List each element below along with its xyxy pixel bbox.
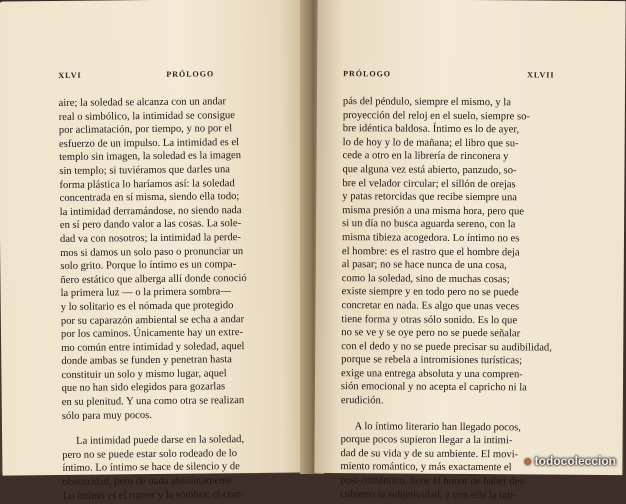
text-line: tiene forma y otras sólo sonido. Es lo que <box>341 313 518 326</box>
watermark <box>524 454 616 468</box>
text-line: exige una entrega absoluta y una compren- <box>341 367 523 381</box>
text-line: porque se rebela a intromisiones turísticas; <box>341 354 523 367</box>
text-line: lo de hoy y lo de mañana; el libro que su- <box>342 136 519 150</box>
text-line: al pasar; no se hace nunca de una cosa, <box>341 259 507 272</box>
right-page <box>314 0 625 501</box>
text-line: sólo para muy pocos. <box>61 409 152 422</box>
text-line: concretar en nada. Es algo que unas veces <box>341 300 520 313</box>
text-line: constituir un solo y mismo lugar, aquel <box>61 368 227 381</box>
text-line: bre idéntica baldosa. Íntimo es lo de ayer, <box>342 123 520 136</box>
text-line: y lo solitario es el nómada que protegido <box>60 300 234 313</box>
watermark-brand: todocoleccion <box>534 454 616 468</box>
right-body-text <box>340 95 569 503</box>
left-page-number: XLVI <box>58 70 82 80</box>
text-line: forma plástica lo haríamos así: la soledad <box>59 177 235 191</box>
text-line: esfuerzo de un impulso. La intimidad es el <box>58 136 240 150</box>
text-line: mo común entre intimidad y soledad, aquel <box>61 340 245 354</box>
text-line: pás del péndulo, siempre el mismo, y la <box>342 96 511 109</box>
text-line: misma presión a una misma hora, pero que <box>342 204 525 218</box>
text-line: la intimidad derramándose, no siendo nada <box>59 204 242 218</box>
text-line: proyección del reloj en el suelo, siempre so- <box>342 109 530 123</box>
left-paragraph-2 <box>62 433 285 503</box>
text-line: La intimidad puede darse en la soledad, <box>76 434 245 448</box>
text-line: y patas retorcidas que recibe siempre una <box>342 191 518 204</box>
text-line: ñero estático que alberga allí donde conoció <box>60 272 247 286</box>
text-line: post-romántico, tiene el honor de haber des- <box>340 475 528 488</box>
text-line: por aclimatación, por tiempo, y no por el <box>58 123 233 137</box>
right-paragraph-1 <box>341 95 569 409</box>
text-line: no se ve y se oye pero no se puede señalar <box>341 327 521 340</box>
text-line: sión emocional y no acepta el capricho ni la <box>340 381 527 394</box>
text-line: por los caminos. Únicamente hay un extre- <box>60 327 244 341</box>
right-page-number: XLVII <box>527 70 555 80</box>
text-line: obscuridad, pero de nada absolutamente. <box>62 475 236 488</box>
text-line: A lo íntimo literario han llegado pocos, <box>354 420 521 434</box>
text-line: Lo íntimo es el rumor y la sombra; el com- <box>62 488 245 502</box>
right-running-title: PRÓLOGO <box>343 69 392 79</box>
text-line: si un día no busca aguarda sereno, con la <box>342 218 516 231</box>
text-line: íntimo. Lo íntimo se hace de silencio y de <box>62 461 240 475</box>
text-line: el hombre: es el rastro que el hombre deja <box>341 245 520 258</box>
text-line: concentrada en sí misma, siendo ella todo; <box>59 191 240 205</box>
text-line: existe siempre y en todo pero no se puede <box>341 286 519 299</box>
text-line: aire; la soledad se alcanza con un andar <box>58 96 227 109</box>
text-line: en sí pero dando valor a las cosas. La sole- <box>59 218 242 232</box>
left-paragraph-1 <box>59 95 284 424</box>
text-line: bre el velador circular; el sillón de orejas <box>342 177 516 190</box>
watermark-dot-icon: ● <box>524 454 532 468</box>
text-line: porque pocos supieron llegar a la intimi- <box>340 434 513 447</box>
text-line: real o simbólico, la intimidad se consigue <box>58 109 236 123</box>
text-line: cede a otro en la librería de rinconera y <box>342 150 509 163</box>
text-line: la primera luz — o la primera sombra— <box>60 286 231 300</box>
text-line: misma tibieza acogedora. Lo íntimo no es <box>341 232 520 245</box>
text-line: donde ambas se funden y penetran hasta <box>61 354 232 368</box>
text-line: erudición. <box>340 395 384 407</box>
text-line: dad va con nosotros; la intimidad la perde- <box>59 232 242 245</box>
text-line: con el dedo y no se puede precisar su audibilidad, <box>341 340 552 354</box>
text-line: miento romántico, y más exactamente el <box>340 461 512 474</box>
text-line: mos si damos un solo paso o pronunciar un <box>60 245 244 259</box>
text-line: por su caparazón ambiental se echa a andar <box>60 313 245 327</box>
text-line: que alguna vez está abierto, panzudo, so- <box>342 164 517 177</box>
text-line: templo sin imagen, la soledad es la imagen <box>59 150 242 164</box>
text-line: que no han sido elegidos para gozarlas <box>61 381 226 395</box>
left-page <box>0 0 308 502</box>
text-line: solo grito. Porque lo íntimo es un compa- <box>60 259 237 273</box>
text-line: sin templo; si tuviéramos que darles una <box>59 164 231 177</box>
text-line: en su plenitud. Y una como otra se realizan <box>61 395 245 409</box>
left-body-text <box>59 95 285 504</box>
text-line: dad de su vida y de su ambiente. El movi- <box>340 447 519 461</box>
text-line: cubierto la subjetividad, y con ella la inti- <box>340 488 517 501</box>
text-line: pero no se puede estar solo rodeado de lo <box>62 447 238 461</box>
text-line: como la soledad, sino de muchas cosas; <box>341 272 510 285</box>
left-running-title: PRÓLOGO <box>166 69 215 79</box>
